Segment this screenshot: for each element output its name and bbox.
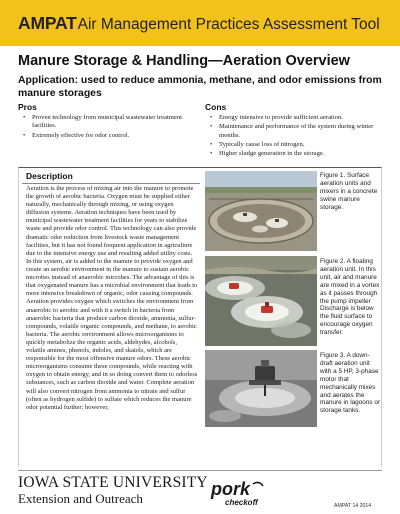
document-id: AMPAT 14 2014: [334, 503, 372, 509]
figure-3-caption: Figure 3. A down-draft aeration unit with a 5 HP, 3-phase motor that mechanically mixes and aerates the manure in lagoons or storage tanks.: [320, 352, 381, 415]
description-divider: [22, 183, 200, 184]
university-extension-line: Extension and Outreach: [18, 491, 143, 506]
figure-1-photo: [205, 171, 317, 251]
pork-checkoff-logo: [209, 478, 279, 508]
cons-item: • Typically cause loss of nitrogen.: [210, 141, 390, 149]
tool-name: Air Management Practices Assessment Tool: [77, 16, 380, 33]
cons-list: [210, 114, 390, 159]
description-paragraph: In this system, air is added to the manure to provide oxygen and create an aerobic environment in the manure to sustain aerobic microbes instead of anaerobic microbes. The advantage of this is that oxygenated manure has a microbial environment that leads to more intensive breakdown of organic, odor causing compounds. Aeration provides oxygen which switches the environment from anaerobic to aerobic and with it a switch in bacteria from anaerobic bacteria that produce carbon dioxide, ammonia, sulfur-compounds, volatile organic compounds, and methane, to aerobic bacteria. The aerobic environment allows microorganisms to quickly metabolize the organic acids, aldehydes, alcohols, volatile amines, phenols, indoles, and skatols, which are responsible for the most offensive manure odors. These aerobic microorganisms consume these compounds, while reacting with oxygen to obtain energy, and in so doing convert them to odorless substances, such as carbon dioxide and water. Complete aeration will also convert nitrogen from ammonia to nitrate and sulfur (often as hydrogen sulfide) to sulfate which reduces the manure odor potential further; however,: [26, 258, 198, 411]
brand-name: AMPAT: [18, 13, 77, 33]
university-logo-wordmark: IOWA STATE UNIVERSITY: [18, 474, 208, 491]
description-heading: Description: [26, 171, 73, 181]
application-statement: Application: used to reduce ammonia, methane, and odor emissions from manure storages: [18, 75, 382, 99]
pros-heading: Pros: [18, 102, 37, 112]
checkoff-logo-word: checkoff: [225, 498, 258, 507]
cons-item: • Maintenance and performance of the system during winter months.: [210, 123, 390, 140]
figure-1-caption: Figure 1. Surface aeration units and mixers in a concrete swine manure storage.: [320, 172, 378, 211]
figure-2-photo: [205, 256, 317, 346]
figure-3-photo: [205, 350, 317, 427]
pork-logo-word: pork: [211, 479, 251, 499]
cons-item: • Higher sludge generation in the storage.: [210, 150, 390, 158]
document-title: Manure Storage & Handling—Aeration Overview: [18, 53, 350, 69]
description-paragraph: Aeration is the process of mixing air into the manure to promote the growth of aerobic bacteria. Oxygen must be supplied either naturally, mechanically through mixing, or using oxygen diffusion systems. Aeration techniques have been used by municipal wastewater treatment facilities for years to stabilize waste and provide odor control. This technology can also provide dramatic odor reduction from livestock waste management facilities, but it has not found frequent application in agriculture due to the intensive energy use and resulting added utility costs.: [26, 185, 197, 257]
pros-list: [23, 114, 193, 141]
cons-item: • Energy intensive to provide sufficient aeration.: [210, 114, 390, 122]
footer-divider: [18, 470, 382, 471]
pros-item: • Extremely effective for odor control.: [23, 132, 193, 140]
figure-2-caption: Figure 2. A floating aeration unit. In this unit, air and manure are mixed in a vortex as it passes through the pump impeller Discharge is below the fluid surface to encourage oxygen transfer.: [320, 258, 380, 337]
pros-item: • Proven technology from municipal wastewater treatment facilities.: [23, 114, 193, 131]
header-title: [18, 13, 380, 34]
cons-heading: Cons: [205, 102, 227, 112]
